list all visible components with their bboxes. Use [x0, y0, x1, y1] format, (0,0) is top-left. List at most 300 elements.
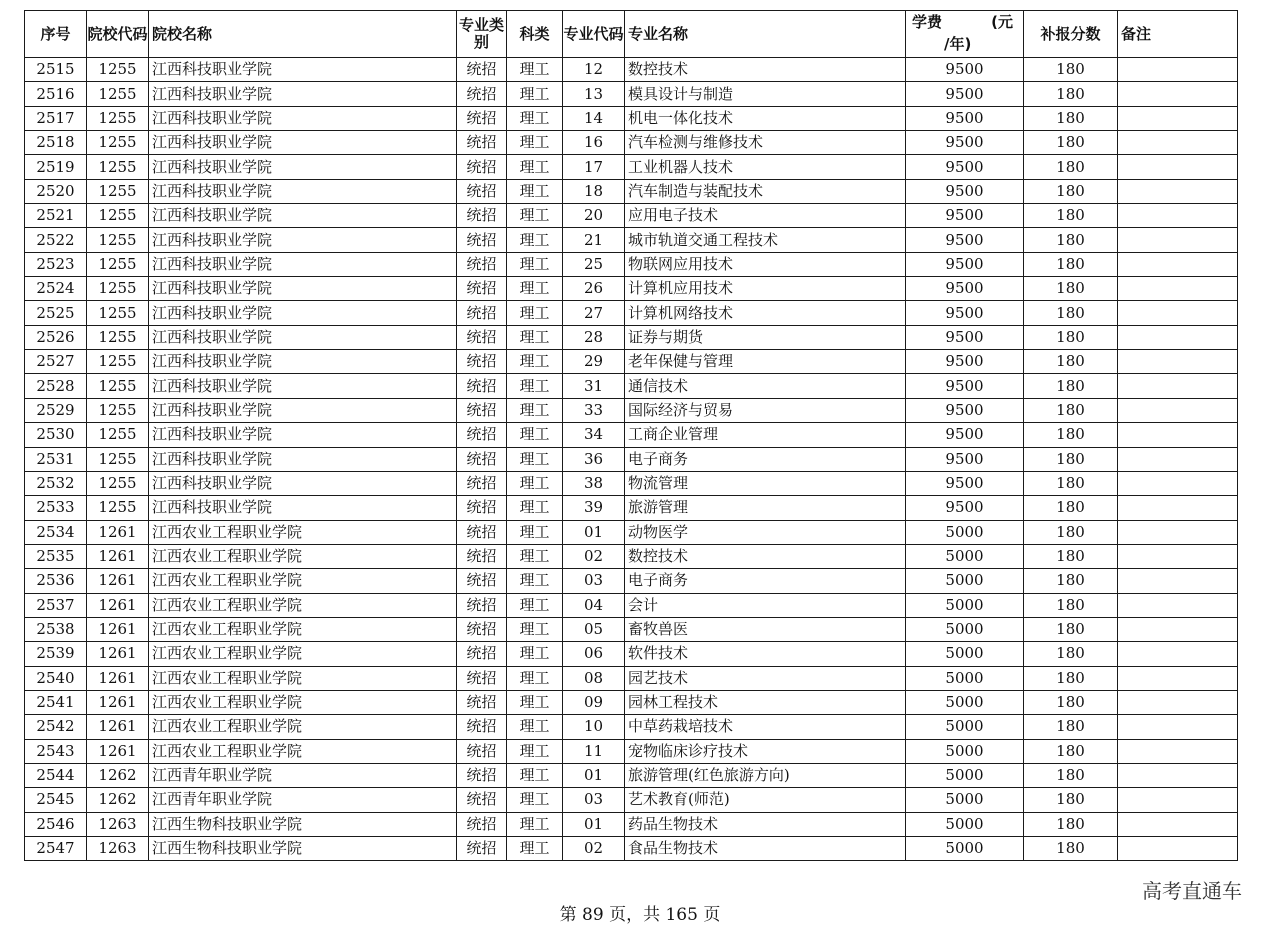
- header-score: 补报分数: [1024, 11, 1118, 58]
- cell-major-name: 电子商务: [625, 569, 906, 593]
- cell-note: [1118, 131, 1238, 155]
- header-major-code: 专业代码: [563, 11, 625, 58]
- cell-seq: 2539: [25, 642, 87, 666]
- cell-score: 180: [1024, 350, 1118, 374]
- cell-fee: 5000: [906, 617, 1024, 641]
- cell-major-code: 01: [563, 763, 625, 787]
- table-row: [25, 398, 1238, 422]
- cell-subject: 理工: [507, 82, 563, 106]
- cell-subject: 理工: [507, 593, 563, 617]
- cell-seq: 2542: [25, 715, 87, 739]
- cell-major-code: 25: [563, 252, 625, 276]
- cell-major-name: 证券与期货: [625, 325, 906, 349]
- cell-school-code: 1263: [87, 812, 149, 836]
- cell-major-type: 统招: [457, 106, 507, 130]
- cell-major-code: 34: [563, 423, 625, 447]
- cell-school-name: 江西农业工程职业学院: [149, 593, 457, 617]
- cell-note: [1118, 82, 1238, 106]
- cell-score: 180: [1024, 82, 1118, 106]
- cell-score: 180: [1024, 252, 1118, 276]
- cell-major-type: 统招: [457, 593, 507, 617]
- cell-subject: 理工: [507, 763, 563, 787]
- cell-school-name: 江西农业工程职业学院: [149, 739, 457, 763]
- cell-school-name: 江西科技职业学院: [149, 374, 457, 398]
- cell-school-code: 1261: [87, 569, 149, 593]
- cell-subject: 理工: [507, 325, 563, 349]
- cell-major-name: 会计: [625, 593, 906, 617]
- cell-score: 180: [1024, 837, 1118, 861]
- table-row: [25, 763, 1238, 787]
- header-fee-unit-a: (元: [991, 13, 1013, 31]
- table-row: [25, 204, 1238, 228]
- cell-major-code: 08: [563, 666, 625, 690]
- cell-subject: 理工: [507, 617, 563, 641]
- cell-school-code: 1255: [87, 471, 149, 495]
- cell-note: [1118, 715, 1238, 739]
- cell-major-name: 工业机器人技术: [625, 155, 906, 179]
- cell-major-type: 统招: [457, 617, 507, 641]
- cell-subject: 理工: [507, 471, 563, 495]
- cell-major-code: 02: [563, 837, 625, 861]
- cell-school-code: 1255: [87, 82, 149, 106]
- cell-subject: 理工: [507, 423, 563, 447]
- cell-school-name: 江西农业工程职业学院: [149, 617, 457, 641]
- cell-school-name: 江西科技职业学院: [149, 447, 457, 471]
- cell-school-name: 江西农业工程职业学院: [149, 520, 457, 544]
- cell-school-name: 江西科技职业学院: [149, 131, 457, 155]
- header-major-name: 专业名称: [625, 11, 906, 58]
- cell-school-code: 1261: [87, 739, 149, 763]
- cell-fee: 9500: [906, 301, 1024, 325]
- cell-fee: 5000: [906, 593, 1024, 617]
- cell-major-name: 计算机网络技术: [625, 301, 906, 325]
- header-note: 备注: [1118, 11, 1238, 58]
- cell-major-type: 统招: [457, 715, 507, 739]
- cell-major-type: 统招: [457, 374, 507, 398]
- cell-score: 180: [1024, 471, 1118, 495]
- cell-major-name: 园林工程技术: [625, 690, 906, 714]
- cell-school-code: 1255: [87, 423, 149, 447]
- cell-major-type: 统招: [457, 471, 507, 495]
- cell-school-code: 1263: [87, 837, 149, 861]
- cell-school-name: 江西农业工程职业学院: [149, 666, 457, 690]
- cell-subject: 理工: [507, 398, 563, 422]
- cell-subject: 理工: [507, 228, 563, 252]
- cell-fee: 9500: [906, 325, 1024, 349]
- cell-fee: 9500: [906, 82, 1024, 106]
- cell-subject: 理工: [507, 447, 563, 471]
- cell-school-name: 江西科技职业学院: [149, 471, 457, 495]
- table-row: [25, 301, 1238, 325]
- cell-seq: 2529: [25, 398, 87, 422]
- cell-major-name: 物联网应用技术: [625, 252, 906, 276]
- cell-major-name: 数控技术: [625, 544, 906, 568]
- cell-major-code: 03: [563, 569, 625, 593]
- cell-major-code: 01: [563, 812, 625, 836]
- cell-major-type: 统招: [457, 301, 507, 325]
- cell-seq: 2540: [25, 666, 87, 690]
- cell-major-code: 31: [563, 374, 625, 398]
- cell-fee: 9500: [906, 398, 1024, 422]
- cell-seq: 2543: [25, 739, 87, 763]
- cell-score: 180: [1024, 690, 1118, 714]
- cell-major-name: 汽车制造与装配技术: [625, 179, 906, 203]
- cell-major-type: 统招: [457, 837, 507, 861]
- cell-note: [1118, 593, 1238, 617]
- cell-school-code: 1261: [87, 617, 149, 641]
- cell-fee: 5000: [906, 690, 1024, 714]
- cell-fee: 5000: [906, 544, 1024, 568]
- cell-score: 180: [1024, 423, 1118, 447]
- cell-score: 180: [1024, 204, 1118, 228]
- cell-subject: 理工: [507, 642, 563, 666]
- cell-major-name: 汽车检测与维修技术: [625, 131, 906, 155]
- cell-fee: 5000: [906, 666, 1024, 690]
- cell-fee: 9500: [906, 374, 1024, 398]
- cell-school-name: 江西科技职业学院: [149, 496, 457, 520]
- cell-fee: 9500: [906, 277, 1024, 301]
- cell-note: [1118, 350, 1238, 374]
- cell-score: 180: [1024, 155, 1118, 179]
- cell-subject: 理工: [507, 58, 563, 82]
- table-row: [25, 82, 1238, 106]
- table-row: [25, 642, 1238, 666]
- cell-score: 180: [1024, 739, 1118, 763]
- cell-note: [1118, 179, 1238, 203]
- cell-fee: 9500: [906, 471, 1024, 495]
- cell-seq: 2521: [25, 204, 87, 228]
- cell-school-code: 1255: [87, 374, 149, 398]
- cell-major-name: 应用电子技术: [625, 204, 906, 228]
- cell-school-code: 1255: [87, 58, 149, 82]
- cell-seq: 2517: [25, 106, 87, 130]
- cell-major-type: 统招: [457, 131, 507, 155]
- cell-major-name: 城市轨道交通工程技术: [625, 228, 906, 252]
- cell-subject: 理工: [507, 301, 563, 325]
- table-row: [25, 277, 1238, 301]
- cell-score: 180: [1024, 666, 1118, 690]
- table-row: [25, 350, 1238, 374]
- cell-score: 180: [1024, 398, 1118, 422]
- cell-seq: 2526: [25, 325, 87, 349]
- cell-note: [1118, 423, 1238, 447]
- cell-subject: 理工: [507, 666, 563, 690]
- cell-note: [1118, 666, 1238, 690]
- cell-fee: 9500: [906, 58, 1024, 82]
- table-row: [25, 496, 1238, 520]
- cell-fee: 9500: [906, 204, 1024, 228]
- cell-seq: 2515: [25, 58, 87, 82]
- table-row: [25, 520, 1238, 544]
- cell-note: [1118, 569, 1238, 593]
- cell-school-name: 江西科技职业学院: [149, 252, 457, 276]
- table-row: [25, 252, 1238, 276]
- cell-seq: 2546: [25, 812, 87, 836]
- cell-fee: 9500: [906, 496, 1024, 520]
- cell-seq: 2545: [25, 788, 87, 812]
- cell-score: 180: [1024, 301, 1118, 325]
- cell-seq: 2534: [25, 520, 87, 544]
- cell-fee: 5000: [906, 715, 1024, 739]
- cell-major-type: 统招: [457, 423, 507, 447]
- cell-note: [1118, 374, 1238, 398]
- cell-school-code: 1255: [87, 277, 149, 301]
- cell-school-name: 江西农业工程职业学院: [149, 715, 457, 739]
- cell-seq: 2523: [25, 252, 87, 276]
- cell-seq: 2516: [25, 82, 87, 106]
- cell-school-name: 江西科技职业学院: [149, 277, 457, 301]
- table-row: [25, 106, 1238, 130]
- cell-major-code: 12: [563, 58, 625, 82]
- cell-note: [1118, 812, 1238, 836]
- cell-note: [1118, 325, 1238, 349]
- cell-score: 180: [1024, 106, 1118, 130]
- cell-score: 180: [1024, 544, 1118, 568]
- cell-note: [1118, 520, 1238, 544]
- cell-major-code: 09: [563, 690, 625, 714]
- table-row: [25, 471, 1238, 495]
- cell-note: [1118, 837, 1238, 861]
- cell-seq: 2541: [25, 690, 87, 714]
- cell-school-code: 1261: [87, 544, 149, 568]
- admissions-table: [24, 10, 1238, 861]
- cell-major-code: 14: [563, 106, 625, 130]
- cell-school-code: 1255: [87, 204, 149, 228]
- cell-major-type: 统招: [457, 447, 507, 471]
- cell-major-name: 园艺技术: [625, 666, 906, 690]
- cell-subject: 理工: [507, 131, 563, 155]
- cell-fee: 5000: [906, 837, 1024, 861]
- cell-major-name: 食品生物技术: [625, 837, 906, 861]
- cell-note: [1118, 228, 1238, 252]
- cell-major-name: 工商企业管理: [625, 423, 906, 447]
- cell-seq: 2535: [25, 544, 87, 568]
- cell-note: [1118, 496, 1238, 520]
- cell-score: 180: [1024, 812, 1118, 836]
- cell-major-code: 11: [563, 739, 625, 763]
- cell-seq: 2530: [25, 423, 87, 447]
- table-row: [25, 325, 1238, 349]
- cell-school-code: 1255: [87, 447, 149, 471]
- cell-subject: 理工: [507, 204, 563, 228]
- cell-school-code: 1255: [87, 106, 149, 130]
- cell-school-code: 1261: [87, 666, 149, 690]
- cell-note: [1118, 690, 1238, 714]
- cell-school-name: 江西科技职业学院: [149, 423, 457, 447]
- cell-subject: 理工: [507, 106, 563, 130]
- cell-fee: 5000: [906, 520, 1024, 544]
- cell-school-code: 1261: [87, 715, 149, 739]
- cell-school-name: 江西科技职业学院: [149, 106, 457, 130]
- cell-school-name: 江西科技职业学院: [149, 155, 457, 179]
- table-row: [25, 374, 1238, 398]
- cell-school-name: 江西科技职业学院: [149, 58, 457, 82]
- cell-major-code: 01: [563, 520, 625, 544]
- cell-major-type: 统招: [457, 228, 507, 252]
- cell-major-type: 统招: [457, 398, 507, 422]
- table-row: [25, 179, 1238, 203]
- cell-school-name: 江西青年职业学院: [149, 763, 457, 787]
- cell-major-type: 统招: [457, 155, 507, 179]
- cell-subject: 理工: [507, 739, 563, 763]
- cell-major-type: 统招: [457, 690, 507, 714]
- cell-school-code: 1261: [87, 642, 149, 666]
- cell-school-name: 江西农业工程职业学院: [149, 569, 457, 593]
- cell-major-name: 模具设计与制造: [625, 82, 906, 106]
- cell-major-name: 通信技术: [625, 374, 906, 398]
- cell-major-code: 33: [563, 398, 625, 422]
- cell-subject: 理工: [507, 520, 563, 544]
- cell-seq: 2519: [25, 155, 87, 179]
- table-row: [25, 837, 1238, 861]
- cell-note: [1118, 788, 1238, 812]
- cell-fee: 5000: [906, 569, 1024, 593]
- table-row: [25, 666, 1238, 690]
- cell-school-code: 1261: [87, 690, 149, 714]
- cell-fee: 9500: [906, 252, 1024, 276]
- cell-subject: 理工: [507, 155, 563, 179]
- cell-major-code: 05: [563, 617, 625, 641]
- cell-seq: 2522: [25, 228, 87, 252]
- cell-score: 180: [1024, 569, 1118, 593]
- cell-subject: 理工: [507, 690, 563, 714]
- cell-major-code: 28: [563, 325, 625, 349]
- cell-major-type: 统招: [457, 739, 507, 763]
- cell-seq: 2544: [25, 763, 87, 787]
- cell-note: [1118, 155, 1238, 179]
- cell-fee: 9500: [906, 447, 1024, 471]
- cell-major-type: 统招: [457, 179, 507, 203]
- table-row: [25, 715, 1238, 739]
- cell-school-code: 1261: [87, 593, 149, 617]
- cell-major-name: 畜牧兽医: [625, 617, 906, 641]
- cell-school-name: 江西科技职业学院: [149, 398, 457, 422]
- cell-note: [1118, 617, 1238, 641]
- cell-school-name: 江西生物科技职业学院: [149, 812, 457, 836]
- cell-note: [1118, 204, 1238, 228]
- cell-school-code: 1255: [87, 252, 149, 276]
- header-row: [25, 11, 1238, 58]
- header-subject: 科类: [507, 11, 563, 58]
- cell-subject: 理工: [507, 277, 563, 301]
- cell-score: 180: [1024, 325, 1118, 349]
- cell-major-type: 统招: [457, 763, 507, 787]
- cell-school-code: 1255: [87, 155, 149, 179]
- table-row: [25, 544, 1238, 568]
- table-row: [25, 617, 1238, 641]
- cell-major-code: 03: [563, 788, 625, 812]
- header-fee-label: 学费: [912, 13, 943, 31]
- cell-note: [1118, 398, 1238, 422]
- cell-score: 180: [1024, 520, 1118, 544]
- cell-score: 180: [1024, 374, 1118, 398]
- cell-fee: 5000: [906, 642, 1024, 666]
- cell-major-code: 29: [563, 350, 625, 374]
- cell-school-code: 1262: [87, 763, 149, 787]
- cell-major-type: 统招: [457, 788, 507, 812]
- watermark-text: 高考直通车: [1142, 879, 1242, 903]
- cell-subject: 理工: [507, 350, 563, 374]
- cell-subject: 理工: [507, 252, 563, 276]
- cell-note: [1118, 763, 1238, 787]
- cell-seq: 2537: [25, 593, 87, 617]
- table-row: [25, 812, 1238, 836]
- cell-subject: 理工: [507, 715, 563, 739]
- cell-school-name: 江西科技职业学院: [149, 204, 457, 228]
- cell-school-code: 1255: [87, 301, 149, 325]
- cell-fee: 9500: [906, 228, 1024, 252]
- cell-major-code: 27: [563, 301, 625, 325]
- cell-score: 180: [1024, 593, 1118, 617]
- cell-score: 180: [1024, 496, 1118, 520]
- cell-school-name: 江西农业工程职业学院: [149, 690, 457, 714]
- table-row: [25, 593, 1238, 617]
- cell-major-name: 动物医学: [625, 520, 906, 544]
- cell-major-code: 39: [563, 496, 625, 520]
- cell-major-type: 统招: [457, 642, 507, 666]
- cell-seq: 2527: [25, 350, 87, 374]
- cell-major-type: 统招: [457, 325, 507, 349]
- table-row: [25, 423, 1238, 447]
- cell-seq: 2525: [25, 301, 87, 325]
- cell-seq: 2518: [25, 131, 87, 155]
- cell-major-code: 04: [563, 593, 625, 617]
- cell-subject: 理工: [507, 544, 563, 568]
- cell-note: [1118, 739, 1238, 763]
- cell-school-name: 江西科技职业学院: [149, 179, 457, 203]
- cell-major-code: 06: [563, 642, 625, 666]
- cell-school-code: 1255: [87, 228, 149, 252]
- cell-major-code: 21: [563, 228, 625, 252]
- cell-fee: 9500: [906, 131, 1024, 155]
- cell-subject: 理工: [507, 179, 563, 203]
- cell-seq: 2533: [25, 496, 87, 520]
- cell-school-name: 江西生物科技职业学院: [149, 837, 457, 861]
- cell-major-name: 物流管理: [625, 471, 906, 495]
- header-major-type: 专业类别: [457, 11, 507, 58]
- cell-school-name: 江西农业工程职业学院: [149, 642, 457, 666]
- cell-major-name: 艺术教育(师范): [625, 788, 906, 812]
- cell-score: 180: [1024, 763, 1118, 787]
- cell-major-type: 统招: [457, 58, 507, 82]
- cell-major-code: 26: [563, 277, 625, 301]
- table-row: [25, 788, 1238, 812]
- cell-score: 180: [1024, 58, 1118, 82]
- cell-score: 180: [1024, 277, 1118, 301]
- cell-major-code: 17: [563, 155, 625, 179]
- cell-school-code: 1255: [87, 179, 149, 203]
- cell-major-code: 18: [563, 179, 625, 203]
- cell-note: [1118, 447, 1238, 471]
- cell-major-name: 计算机应用技术: [625, 277, 906, 301]
- cell-score: 180: [1024, 179, 1118, 203]
- cell-note: [1118, 106, 1238, 130]
- header-fee-unit-b: /年): [944, 35, 972, 53]
- cell-seq: 2528: [25, 374, 87, 398]
- cell-major-code: 20: [563, 204, 625, 228]
- table-row: [25, 569, 1238, 593]
- cell-score: 180: [1024, 228, 1118, 252]
- cell-school-name: 江西科技职业学院: [149, 350, 457, 374]
- cell-school-code: 1255: [87, 131, 149, 155]
- cell-note: [1118, 471, 1238, 495]
- cell-major-code: 38: [563, 471, 625, 495]
- cell-school-name: 江西农业工程职业学院: [149, 544, 457, 568]
- cell-fee: 5000: [906, 812, 1024, 836]
- header-seq: 序号: [25, 11, 87, 58]
- header-fee: [906, 11, 1024, 58]
- cell-seq: 2532: [25, 471, 87, 495]
